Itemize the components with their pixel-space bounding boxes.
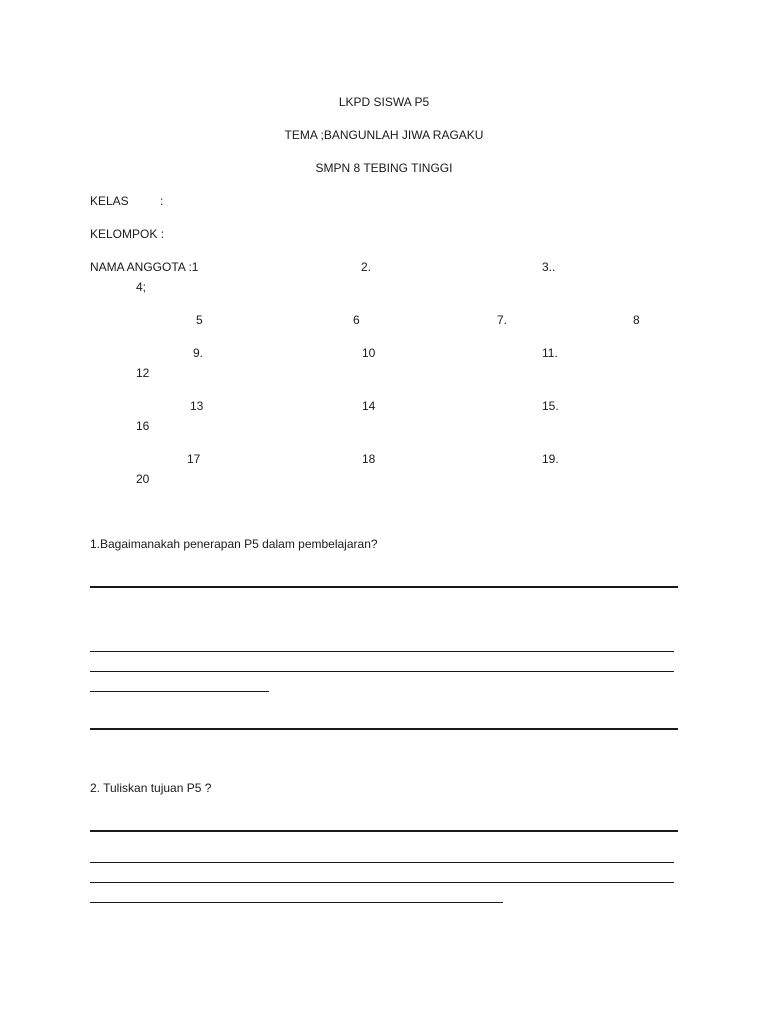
member-number-6: 6 bbox=[353, 313, 360, 327]
question-1: 1.Bagaimanakah penerapan P5 dalam pembelajaran? bbox=[90, 537, 378, 551]
answer-line bbox=[90, 902, 503, 903]
member-number-14: 14 bbox=[362, 399, 376, 413]
document-title: LKPD SISWA P5 bbox=[338, 95, 430, 109]
member-number-20: 20 bbox=[136, 472, 150, 486]
answer-line bbox=[90, 671, 674, 672]
answer-line bbox=[90, 862, 674, 863]
member-number-9: 9. bbox=[193, 346, 204, 360]
school-name: SMPN 8 TEBING TINGGI bbox=[315, 161, 453, 175]
kelompok-label: KELOMPOK : bbox=[90, 227, 165, 241]
member-number-12: 12 bbox=[136, 366, 150, 380]
answer-line bbox=[90, 830, 678, 832]
kelas-label: KELAS bbox=[90, 194, 129, 208]
kelas-colon: : bbox=[160, 194, 164, 208]
question-2: 2. Tuliskan tujuan P5 ? bbox=[90, 781, 212, 795]
member-number-19: 19. bbox=[542, 452, 559, 466]
answer-line bbox=[90, 728, 678, 730]
member-number-3: 3.. bbox=[542, 260, 556, 274]
answer-line bbox=[90, 691, 269, 692]
answer-line bbox=[90, 586, 678, 588]
member-number-4: 4; bbox=[136, 280, 147, 294]
member-number-5: 5 bbox=[196, 313, 203, 327]
member-number-18: 18 bbox=[362, 452, 376, 466]
member-number-2: 2. bbox=[361, 260, 372, 274]
answer-line bbox=[90, 882, 674, 883]
member-number-10: 10 bbox=[362, 346, 376, 360]
member-number-15: 15. bbox=[542, 399, 559, 413]
member-number-7: 7. bbox=[497, 313, 508, 327]
member-number-8: 8 bbox=[633, 313, 640, 327]
member-number-11: 11. bbox=[542, 346, 558, 360]
member-number-16: 16 bbox=[136, 419, 150, 433]
member-number-13: 13 bbox=[190, 399, 204, 413]
nama-anggota-label: NAMA ANGGOTA :1 bbox=[90, 260, 199, 274]
answer-line bbox=[90, 651, 674, 652]
theme-line: TEMA ;BANGUNLAH JIWA RAGAKU bbox=[284, 128, 484, 142]
member-number-17: 17 bbox=[187, 452, 201, 466]
